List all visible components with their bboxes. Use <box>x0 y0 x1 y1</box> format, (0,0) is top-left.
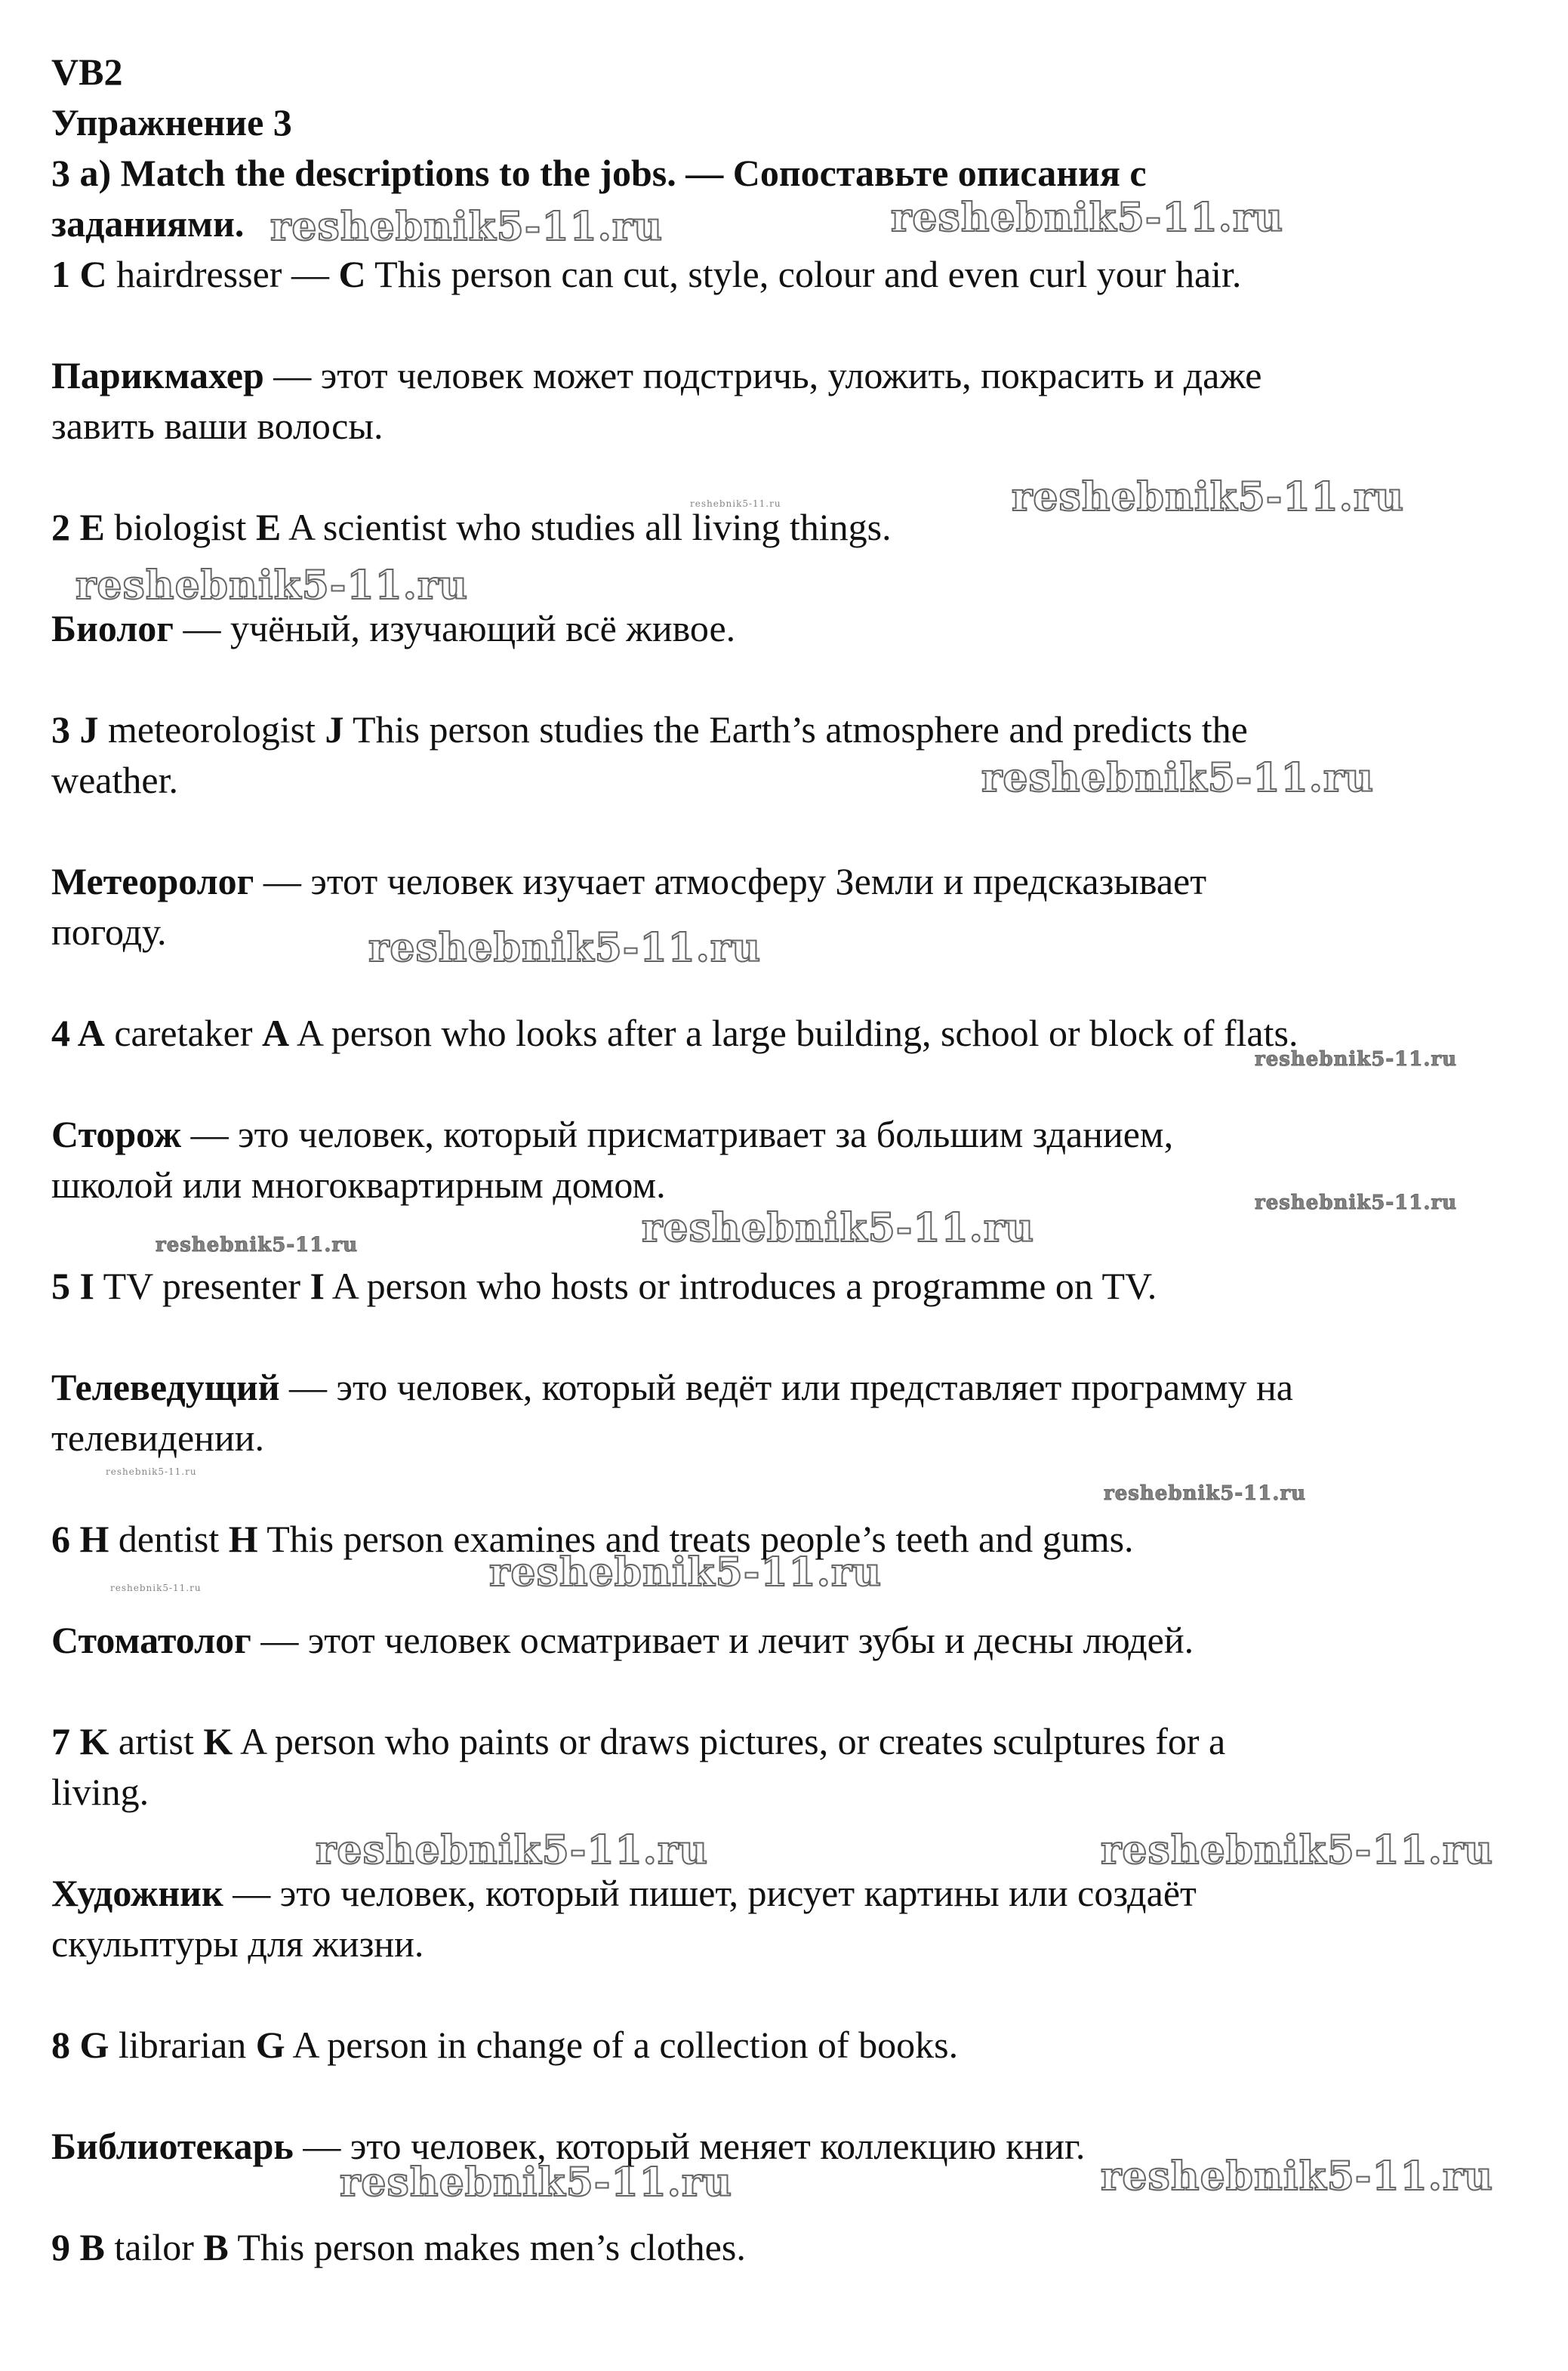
answer-7-ru: Художник — это человек, который пишет, рисует картины или создаёт <box>51 1872 1197 1914</box>
answer-9-en: 9 B tailor B This person makes men’s clothes. <box>51 2226 746 2268</box>
answer-5-ru-cont: телевидении. <box>51 1417 264 1459</box>
answer-4-ru: Сторож — это человек, который присматривает за большим зданием, <box>51 1113 1174 1155</box>
answer-1-en: 1 C hairdresser — C This person can cut, style, colour and even curl your hair. <box>51 253 1242 295</box>
answer-1-ru: Парикмахер — этот человек может подстричь, уложить, покрасить и даже <box>51 354 1262 396</box>
answer-3-ru: Метеоролог — этот человек изучает атмосферу Земли и предсказывает <box>51 860 1207 902</box>
answer-3-ru-cont: погоду. <box>51 911 167 953</box>
answer-4-ru-cont: школой или многоквартирным домом. <box>51 1164 666 1206</box>
watermark: reshebnik5-11.ru <box>106 1466 197 1477</box>
answer-6-en: 6 H dentist H This person examines and treats people’s teeth and gums. <box>51 1518 1134 1560</box>
watermark: reshebnik5-11.ru <box>156 1234 359 1256</box>
answer-1-ru-cont: завить ваши волосы. <box>51 405 384 447</box>
answer-7-en-cont: living. <box>51 1771 149 1813</box>
answer-2-ru: Биолог — учёный, изучающий всё живое. <box>51 607 736 649</box>
answer-8-ru: Библиотекарь — это человек, который меняет коллекцию книг. <box>51 2125 1086 2167</box>
answer-5-en: 5 I TV presenter I A person who hosts or introduces a programme on TV. <box>51 1265 1157 1307</box>
watermark: reshebnik5-11.ru <box>1255 1048 1458 1071</box>
watermark: reshebnik5-11.ru <box>270 204 664 250</box>
task-instruction-line1: 3 a) Match the descriptions to the jobs. — Сопоставьте описания с <box>51 152 1147 194</box>
answer-6-ru: Стоматолог — этот человек осматривает и лечит зубы и десны людей. <box>51 1619 1194 1661</box>
watermark: reshebnik5-11.ru <box>1255 1192 1458 1214</box>
watermark: reshebnik5-11.ru <box>340 2160 733 2206</box>
answer-4-en: 4 A caretaker A A person who looks after a large building, school or block of flats. <box>51 1012 1298 1054</box>
watermark: reshebnik5-11.ru <box>1101 2154 1494 2200</box>
watermark: reshebnik5-11.ru <box>368 925 762 971</box>
answer-2-en: 2 E biologist E A scientist who studies all living things. <box>51 506 892 548</box>
watermark: reshebnik5-11.ru <box>489 1549 883 1596</box>
answer-3-en-cont: weather. <box>51 759 178 801</box>
doc-code: VB2 <box>51 51 123 93</box>
watermark: reshebnik5-11.ru <box>690 498 781 509</box>
watermark: reshebnik5-11.ru <box>981 755 1375 801</box>
watermark: reshebnik5-11.ru <box>642 1205 1035 1251</box>
watermark: reshebnik5-11.ru <box>316 1827 709 1873</box>
answer-3-en: 3 J meteorologist J This person studies the Earth’s atmosphere and predicts the <box>51 708 1248 751</box>
answer-5-ru: Телеведущий — это человек, который ведёт или представляет программу на <box>51 1366 1293 1408</box>
watermark: reshebnik5-11.ru <box>1101 1827 1494 1873</box>
watermark: reshebnik5-11.ru <box>1104 1482 1307 1505</box>
watermark: reshebnik5-11.ru <box>75 563 469 609</box>
answer-8-en: 8 G librarian G A person in change of a collection of books. <box>51 2024 959 2066</box>
watermark: reshebnik5-11.ru <box>891 195 1284 241</box>
answer-7-en: 7 K artist K A person who paints or draws pictures, or creates sculptures for a <box>51 1720 1226 1762</box>
watermark: reshebnik5-11.ru <box>110 1583 202 1593</box>
exercise-title: Упражнение 3 <box>51 101 292 143</box>
watermark: reshebnik5-11.ru <box>1012 474 1405 520</box>
answer-7-ru-cont: скульптуры для жизни. <box>51 1922 424 1965</box>
task-instruction-line2: заданиями. <box>51 202 245 245</box>
